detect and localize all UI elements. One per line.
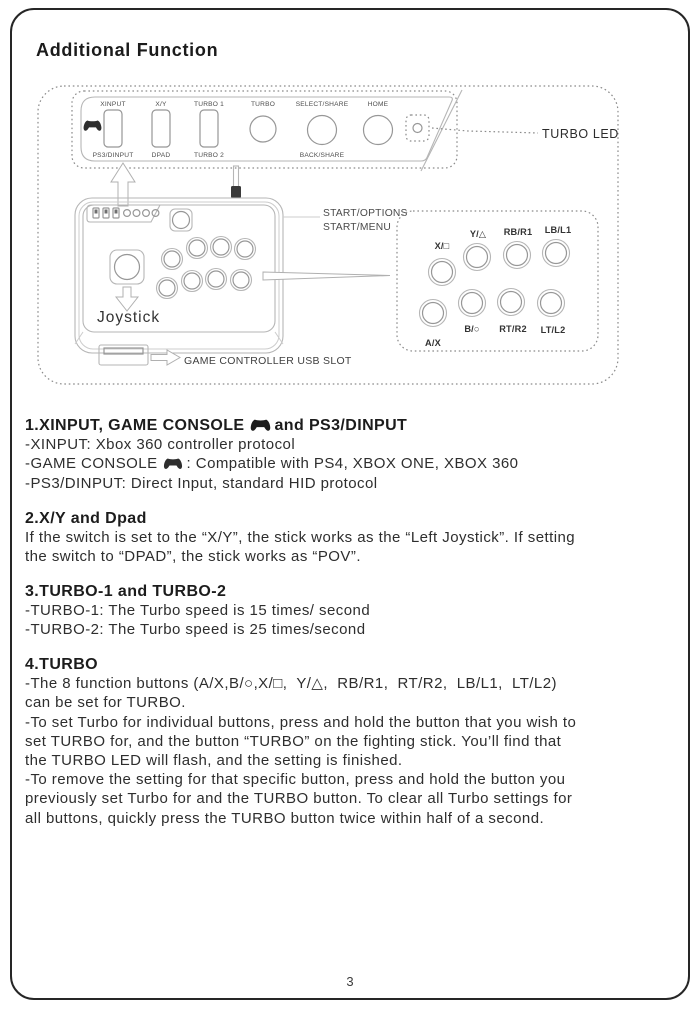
body-line: previously set Turbo for and the TURBO button. To clear all Turbo settings for xyxy=(25,790,573,808)
down-arrow-icon xyxy=(116,287,138,311)
label-y-triangle: Y/△ xyxy=(469,229,487,239)
page-title: Additional Function xyxy=(36,40,219,60)
home-button xyxy=(364,116,393,145)
layout-buttons xyxy=(420,240,570,327)
panel-break-line xyxy=(421,90,462,171)
section-heading: 4.TURBO xyxy=(25,656,99,673)
device-action-buttons xyxy=(157,237,256,299)
body-line: -PS3/DINPUT: Direct Input, standard HID protocol xyxy=(25,474,378,492)
body-line: can be set for TURBO. xyxy=(25,694,186,712)
label-dpad: DPAD xyxy=(151,152,171,159)
body-line: set TURBO for, and the button “TURBO” on the fighting stick. You’ll find that xyxy=(25,732,562,750)
usb-cable-connector xyxy=(231,186,241,198)
body-line: -XINPUT: Xbox 360 controller protocol xyxy=(25,436,296,454)
label-rb-r1: RB/R1 xyxy=(503,227,533,237)
layout-pointer-arrow xyxy=(263,272,390,280)
body-line xyxy=(25,454,687,473)
gamepad-icon xyxy=(84,121,102,131)
controller-diagram xyxy=(0,0,700,400)
device-start-button xyxy=(170,209,192,231)
label-x-square: X/□ xyxy=(434,241,450,251)
label-turbo: TURBO xyxy=(250,101,276,108)
body-text: -GAME CONSOLE xyxy=(25,455,158,473)
turbo-led-box xyxy=(406,115,429,141)
start-options-label: START/OPTIONS xyxy=(323,208,408,219)
turbo-button xyxy=(250,116,276,142)
label-xinput: XINPUT xyxy=(100,101,126,108)
turbo-led-icon xyxy=(413,124,422,133)
turbo-led-leader-line xyxy=(432,128,538,133)
body-line: -To set Turbo for individual buttons, press and hold the button that you wish to xyxy=(25,713,577,731)
label-rt-r2: RT/R2 xyxy=(499,324,527,334)
heading-text: and PS3/DINPUT xyxy=(274,417,408,434)
select-share-button xyxy=(308,116,337,145)
start-menu-label: START/MENU xyxy=(323,222,391,233)
section-heading: 3.TURBO-1 and TURBO-2 xyxy=(25,583,227,600)
section-xy-dpad xyxy=(25,509,687,567)
device-outline xyxy=(75,198,283,353)
up-arrow-icon xyxy=(111,163,135,206)
body-line: -To remove the setting for that specific button, press and hold the button you xyxy=(25,771,566,789)
label-b-circle: B/○ xyxy=(464,324,480,334)
label-ps3-dinput: PS3/DINPUT xyxy=(92,152,134,159)
label-home: HOME xyxy=(367,101,389,108)
label-lt-l2: LT/L2 xyxy=(540,325,566,335)
joystick-ball xyxy=(115,255,140,280)
body-line: If the switch is set to the “X/Y”, the stick works as the “Left Joystick”. If setting xyxy=(25,529,576,547)
label-turbo2: TURBO 2 xyxy=(194,152,224,159)
label-turbo1: TURBO 1 xyxy=(194,101,224,108)
section-turbo-speed xyxy=(25,582,687,640)
gamepad-icon xyxy=(163,457,183,470)
turbo-led-label: TURBO LED xyxy=(542,127,619,141)
section-heading xyxy=(25,416,687,435)
label-select-share: SELECT/SHARE xyxy=(295,101,349,108)
section-xinput xyxy=(25,416,687,493)
usb-slot-label: GAME CONTROLLER USB SLOT xyxy=(184,355,352,367)
label-xy: X/Y xyxy=(155,101,167,108)
section-turbo xyxy=(25,655,687,828)
switch-turbo xyxy=(200,110,218,147)
body-line: the TURBO LED will flash, and the setting is finished. xyxy=(25,752,403,770)
usb-cable xyxy=(234,166,239,188)
page-number: 3 xyxy=(346,974,354,989)
right-arrow-icon xyxy=(151,350,180,365)
body-text: : Compatible with PS4, XBOX ONE, XBOX 360 xyxy=(186,455,519,473)
label-a-x: A/X xyxy=(425,338,441,348)
device-mini-switches xyxy=(93,208,159,218)
section-heading: 2.X/Y and Dpad xyxy=(25,510,147,527)
device-start-button-cap xyxy=(173,212,190,229)
body-line: -TURBO-2: The Turbo speed is 25 times/second xyxy=(25,621,366,639)
switch-xy-dpad xyxy=(152,110,170,147)
body-line: -TURBO-1: The Turbo speed is 15 times/ second xyxy=(25,602,371,620)
gamepad-icon xyxy=(250,418,271,432)
body-line: -The 8 function buttons (A/X,B/○,X/□, Y/△, RB/R1, RT/R2, LB/L1, LT/L2) xyxy=(25,675,557,693)
joystick-label: Joystick xyxy=(97,309,161,326)
label-lb-l1: LB/L1 xyxy=(544,225,572,235)
switch-xinput xyxy=(104,110,122,147)
body-line: the switch to “DPAD”, the stick works as “POV”. xyxy=(25,548,361,566)
device-outline-inner xyxy=(79,202,279,349)
label-back-share: BACK/SHARE xyxy=(299,152,345,159)
heading-text: 1.XINPUT, GAME CONSOLE xyxy=(25,417,245,434)
body-line: all buttons, quickly press the TURBO button twice within half of a second. xyxy=(25,809,545,827)
